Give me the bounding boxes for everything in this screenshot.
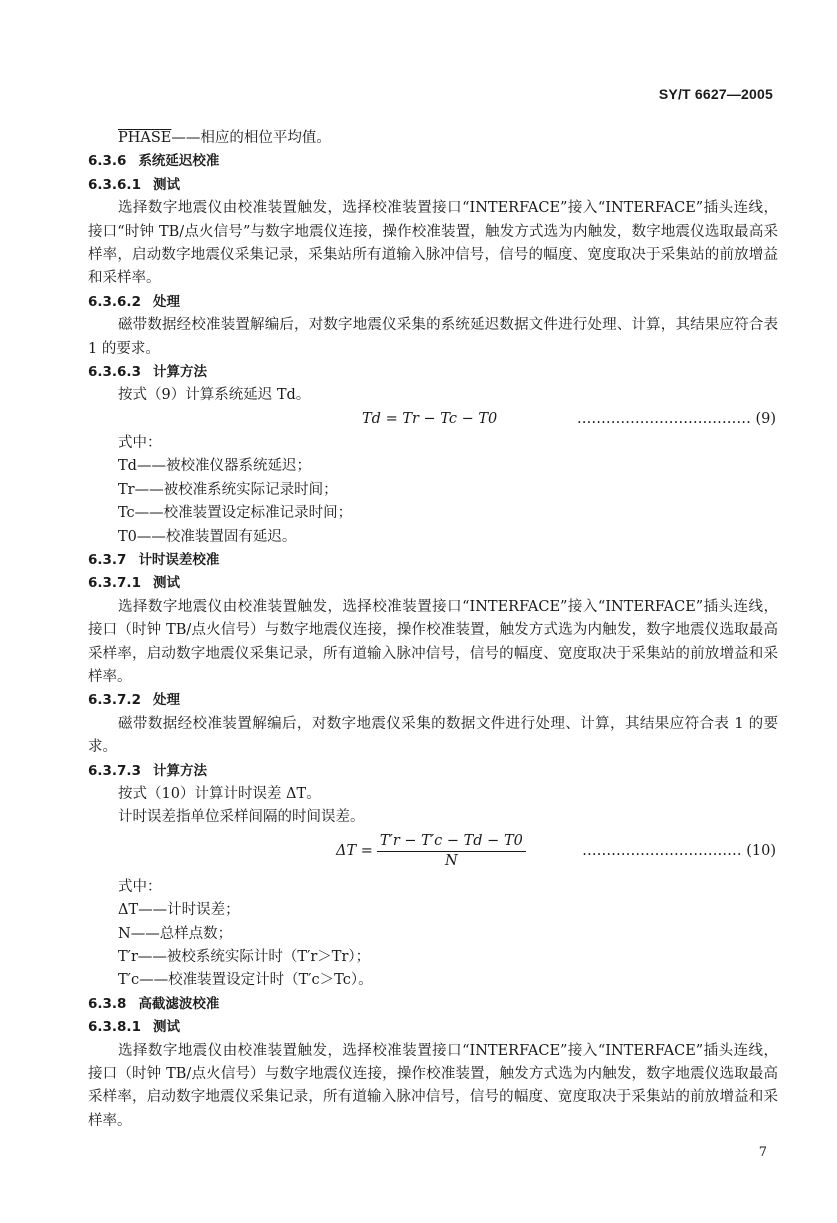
where-label-10: 式中： <box>118 878 162 895</box>
equation-10-number: …………………………… (10) <box>582 842 776 859</box>
paragraph-6-3-6-1: 选择数字地震仪由校准装置触发，选择校准装置接口“INTERFACE”接入“INTERFACE”插头连线，接口“时钟 TB/点火信号”与数字地震仪连接，操作校准装置，触发方式选为内触发，数字地震仪选取最高采样率，启动数字地震仪采集记录，采集站所有道输入脉冲信号，信号的幅度、宽度取决于采集站的前放增益和采样率。 <box>88 200 778 287</box>
formula-note-10: 计时误差指单位采样间隔的时间误差。 <box>118 809 365 826</box>
phase-definition <box>88 127 778 150</box>
phase-symbol: PHASE <box>118 130 172 146</box>
section-heading-6-3-8: 6.3.8 高截滤波校准 <box>88 995 220 1012</box>
equation-9 <box>88 408 778 432</box>
equation-10-fraction <box>377 832 526 871</box>
definition-item: Tc——校准装置设定标准记录时间； <box>118 505 353 522</box>
subsection-heading-6-3-6-2: 6.3.6.2 处理 <box>88 293 180 310</box>
phase-definition-text: ——相应的相位平均值。 <box>171 130 331 146</box>
definition-item: Tr——被校准系统实际记录时间； <box>118 481 338 498</box>
paragraph-6-3-6-2: 磁带数据经校准装置解编后，对数字地震仪采集的系统延迟数据文件进行处理、计算，其结果应符合表 1 的要求。 <box>88 317 778 357</box>
section-heading-6-3-6: 6.3.6 系统延迟校准 <box>88 153 220 170</box>
definition-item: T′c——校准装置设定计时（T′c＞Tc）。 <box>118 972 373 989</box>
subsection-heading-6-3-6-1: 6.3.6.1 测试 <box>88 176 180 193</box>
equation-9-expression: Td = Tr − Tc − T0 <box>362 410 498 427</box>
page-number: 7 <box>758 1145 767 1160</box>
subsection-heading-6-3-7-1: 6.3.7.1 测试 <box>88 575 180 592</box>
subsection-heading-6-3-6-3: 6.3.6.3 计算方法 <box>88 364 207 381</box>
subsection-heading-6-3-7-2: 6.3.7.2 处理 <box>88 692 180 709</box>
equation-10 <box>88 830 778 876</box>
formula-intro-10: 按式（10）计算计时误差 ΔT。 <box>118 785 321 802</box>
definition-item: T0——校准装置固有延迟。 <box>118 528 297 545</box>
definition-item: T′r——被校系统实际计时（T′r＞Tr）； <box>118 949 371 965</box>
equation-10-denominator: N <box>445 852 458 869</box>
equation-10-numerator: T′r − T′c − Td − T0 <box>377 832 526 852</box>
section-heading-6-3-7: 6.3.7 计时误差校准 <box>88 551 220 568</box>
equation-10-lhs: ΔT = <box>336 843 373 860</box>
paragraph-6-3-7-1: 选择数字地震仪由校准装置触发，选择校准装置接口“INTERFACE”接入“INTERFACE”插头连线，接口（时钟 TB/点火信号）与数字地震仪连接，操作校准装置，触发方式选为内触发，数字地震仪选取最高采样率，启动数字地震仪采集记录，所有道输入脉冲信号，信号的幅度、宽度取决于采集站的前放增益和采样率。 <box>88 598 778 685</box>
where-label-9: 式中： <box>118 434 162 451</box>
body-content <box>88 127 778 1133</box>
definition-item: ΔT——计时误差； <box>118 902 240 919</box>
equation-10-expression <box>336 832 526 871</box>
equation-9-number: ……………………………… (9) <box>576 410 776 427</box>
subsection-heading-6-3-8-1: 6.3.8.1 测试 <box>88 1019 180 1036</box>
formula-intro-9: 按式（9）计算系统延迟 Td。 <box>118 387 311 404</box>
definition-item: N——总样点数； <box>118 925 233 942</box>
paragraph-6-3-8-1: 选择数字地震仪由校准装置触发，选择校准装置接口“INTERFACE”接入“INTERFACE”插头连线，接口（时钟 TB/点火信号）与数字地震仪连接，操作校准装置，触发方式选为内触发，数字地震仪选取最高采样率，启动数字地震仪采集记录，所有道输入脉冲信号，信号的幅度、宽度取决于采集站的前放增益和采样率。 <box>88 1042 778 1129</box>
standard-code: SY/T 6627—2005 <box>658 86 773 102</box>
paragraph-6-3-7-2: 磁带数据经校准装置解编后，对数字地震仪采集的数据文件进行处理、计算，其结果应符合表 1 的要求。 <box>88 715 778 756</box>
subsection-heading-6-3-7-3: 6.3.7.3 计算方法 <box>88 762 207 779</box>
definition-item: Td——被校准仪器系统延迟； <box>118 458 311 475</box>
